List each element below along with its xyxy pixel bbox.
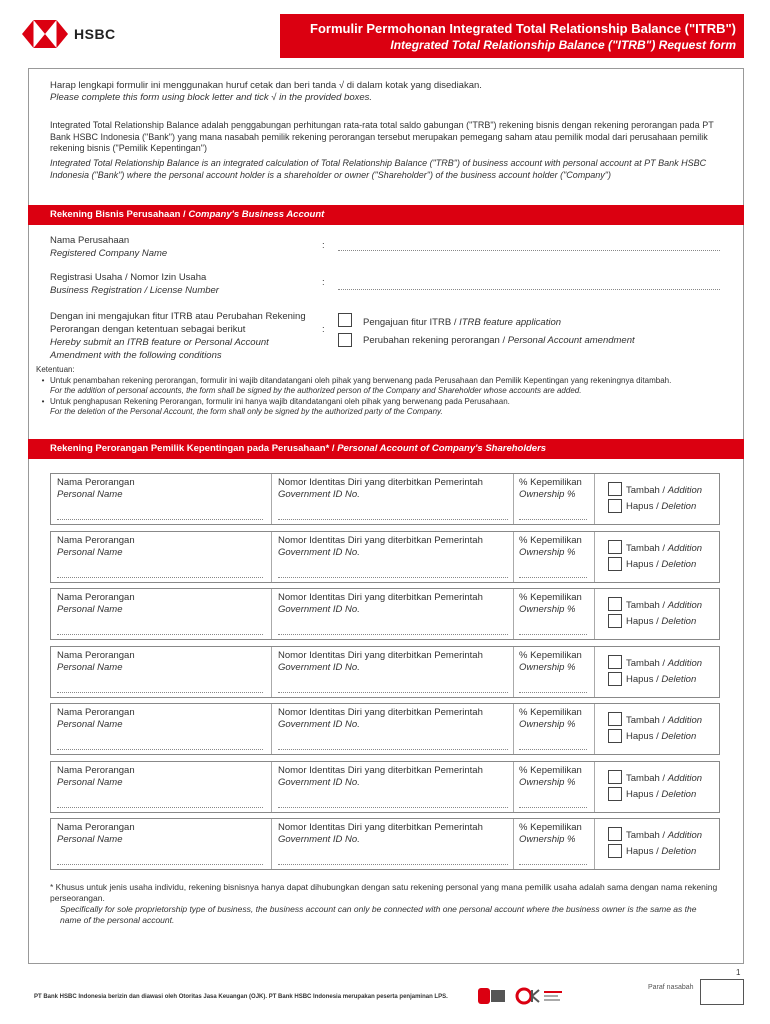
- personal-name-cell: [57, 589, 267, 639]
- ownership-label-id: % Kepemilikan: [519, 765, 582, 776]
- government-id-cell: [278, 589, 508, 639]
- company-name-label-en: Registered Company Name: [50, 248, 168, 259]
- footnote: [50, 882, 720, 926]
- personal-name-label-en: Personal Name: [57, 489, 123, 500]
- ownership-cell: [519, 589, 589, 639]
- government-id-field[interactable]: [278, 577, 508, 578]
- column-divider: [271, 474, 272, 524]
- ownership-label-en: Ownership %: [519, 719, 576, 730]
- ojk-logo-icon: [514, 986, 564, 1006]
- hsbc-logo: [22, 20, 116, 48]
- deletion-checkbox[interactable]: [608, 672, 622, 686]
- shareholder-row: [50, 703, 720, 755]
- ownership-cell: [519, 704, 589, 754]
- personal-name-cell: [57, 474, 267, 524]
- column-divider: [271, 532, 272, 582]
- submit-label-id: Dengan ini mengajukan fitur ITRB atau Perubahan Rekening Perorangan dengan ketentuan sebagai berikut: [50, 311, 306, 335]
- personal-name-label-en: Personal Name: [57, 547, 123, 558]
- form-title-en: Integrated Total Relationship Balance ("ITRB") Request form: [390, 38, 736, 52]
- ownership-cell: [519, 819, 589, 869]
- brand-name: HSBC: [74, 26, 116, 42]
- deletion-checkbox[interactable]: [608, 557, 622, 571]
- ownership-field[interactable]: [519, 692, 587, 693]
- column-divider: [513, 819, 514, 869]
- section-business-account-header: [28, 205, 744, 225]
- colon: :: [322, 277, 325, 288]
- ownership-label-id: % Kepemilikan: [519, 477, 582, 488]
- personal-name-label-id: Nama Perorangan: [57, 535, 135, 546]
- addition-checkbox[interactable]: [608, 655, 622, 669]
- government-id-label-en: Government ID No.: [278, 547, 360, 558]
- column-divider: [513, 704, 514, 754]
- ownership-label-en: Ownership %: [519, 489, 576, 500]
- government-id-label-en: Government ID No.: [278, 604, 360, 615]
- addition-checkbox[interactable]: [608, 597, 622, 611]
- column-divider: [271, 762, 272, 812]
- column-divider: [271, 704, 272, 754]
- addition-label: Tambah / Addition: [626, 600, 703, 611]
- government-id-label-en: Government ID No.: [278, 489, 360, 500]
- ownership-label-en: Ownership %: [519, 777, 576, 788]
- government-id-field[interactable]: [278, 807, 508, 808]
- ownership-label-en: Ownership %: [519, 662, 576, 673]
- government-id-label-en: Government ID No.: [278, 719, 360, 730]
- personal-name-field[interactable]: [57, 519, 263, 520]
- personal-name-label-en: Personal Name: [57, 662, 123, 673]
- option2-id: Perubahan rekening perorangan /: [363, 335, 508, 346]
- description-id: Integrated Total Relationship Balance adalah penggabungan perhitungan rata-rata total saldo gabungan ("TRB") rekening bisnis dengan rekening perorangan pada PT Bank HSBC Indonesia ("Bank") yang mana nasabah pemilik rekening perorangan tersebut merupakan pemegang saham atau pemilik modal dari perusahaan pemilik rekening bisnis ("Pemilik Kepentingan"): [50, 120, 714, 153]
- government-id-cell: [278, 819, 508, 869]
- addition-label: Tambah / Addition: [626, 715, 703, 726]
- government-id-cell: [278, 704, 508, 754]
- ownership-cell: [519, 474, 589, 524]
- deletion-label: Hapus / Deletion: [626, 846, 697, 857]
- column-divider: [513, 474, 514, 524]
- hsbc-hexagon-icon: [22, 20, 68, 48]
- note-1-id: Untuk penambahan rekening perorangan, formulir ini wajib ditandatangani oleh pihak yang berwenang pada Perusahaan dan Pemilik Kepentingan yang rekeningnya ditambah.: [50, 375, 672, 385]
- addition-label: Tambah / Addition: [626, 773, 703, 784]
- personal-name-field[interactable]: [57, 807, 263, 808]
- column-divider: [271, 589, 272, 639]
- personal-name-label-id: Nama Perorangan: [57, 707, 135, 718]
- column-divider: [271, 819, 272, 869]
- deletion-label: Hapus / Deletion: [626, 501, 697, 512]
- business-registration-field[interactable]: [338, 289, 720, 290]
- shareholder-row: [50, 761, 720, 813]
- government-id-label-id: Nomor Identitas Diri yang diterbitkan Pemerintah: [278, 650, 483, 661]
- government-id-field[interactable]: [278, 519, 508, 520]
- option1-id: Pengajuan fitur ITRB /: [363, 317, 460, 328]
- personal-name-label-id: Nama Perorangan: [57, 822, 135, 833]
- government-id-cell: [278, 532, 508, 582]
- column-divider: [513, 762, 514, 812]
- ownership-cell: [519, 762, 589, 812]
- customer-initial-box[interactable]: [700, 979, 744, 1005]
- personal-name-field[interactable]: [57, 577, 263, 578]
- company-name-field[interactable]: [338, 250, 720, 251]
- note-1-en: For the addition of personal accounts, the form shall be signed by the authorized person of the Company and Shareholder whose accounts are added.: [50, 386, 582, 395]
- section1-title-id: Rekening Bisnis Perusahaan /: [50, 209, 189, 220]
- deletion-label: Hapus / Deletion: [626, 559, 697, 570]
- addition-checkbox[interactable]: [608, 770, 622, 784]
- bullet: •: [41, 396, 45, 406]
- option1-en: ITRB feature application: [459, 317, 562, 328]
- form-title-id: Formulir Permohonan Integrated Total Relationship Balance ("ITRB"): [310, 21, 736, 36]
- ownership-field[interactable]: [519, 864, 587, 865]
- government-id-label-en: Government ID No.: [278, 662, 360, 673]
- deletion-label: Hapus / Deletion: [626, 674, 697, 685]
- personal-name-label-en: Personal Name: [57, 719, 123, 730]
- instruction-id: Harap lengkapi formulir ini menggunakan huruf cetak dan beri tanda √ di dalam kotak yang disediakan.: [50, 80, 482, 91]
- government-id-field[interactable]: [278, 692, 508, 693]
- colon: :: [322, 324, 325, 335]
- registration-label-id: Registrasi Usaha / Nomor Izin Usaha: [50, 272, 207, 283]
- account-amendment-checkbox[interactable]: [338, 333, 352, 347]
- business-registration-label: [50, 271, 219, 297]
- deletion-checkbox[interactable]: [608, 844, 622, 858]
- column-divider: [271, 647, 272, 697]
- government-id-field[interactable]: [278, 634, 508, 635]
- column-divider: [594, 704, 595, 754]
- note-2-en: For the deletion of the Personal Account, the form shall only be signed by the authorized party of the Company.: [50, 407, 443, 416]
- government-id-field[interactable]: [278, 864, 508, 865]
- ownership-field[interactable]: [519, 807, 587, 808]
- deletion-label: Hapus / Deletion: [626, 731, 697, 742]
- personal-name-label-en: Personal Name: [57, 604, 123, 615]
- column-divider: [594, 532, 595, 582]
- addition-checkbox[interactable]: [608, 827, 622, 841]
- deletion-checkbox[interactable]: [608, 787, 622, 801]
- personal-name-field[interactable]: [57, 634, 263, 635]
- submit-label-en: Hereby submit an ITRB feature or Personal Account Amendment with the following conditions: [50, 337, 269, 361]
- account-amendment-label: [363, 335, 635, 346]
- column-divider: [513, 589, 514, 639]
- deletion-label: Hapus / Deletion: [626, 616, 697, 627]
- option2-en: Personal Account amendment: [507, 335, 635, 346]
- ownership-field[interactable]: [519, 634, 587, 635]
- note-2-id: Untuk penghapusan Rekening Perorangan, formulir ini hanya wajib ditandatangani oleh pihak yang berwenang pada Perusahaan.: [50, 396, 510, 406]
- ownership-label-en: Ownership %: [519, 834, 576, 845]
- addition-label: Tambah / Addition: [626, 485, 703, 496]
- addition-checkbox[interactable]: [608, 482, 622, 496]
- personal-name-field[interactable]: [57, 692, 263, 693]
- government-id-cell: [278, 647, 508, 697]
- ownership-field[interactable]: [519, 577, 587, 578]
- column-divider: [513, 532, 514, 582]
- column-divider: [594, 589, 595, 639]
- government-id-label-id: Nomor Identitas Diri yang diterbitkan Pemerintah: [278, 822, 483, 833]
- ownership-label-id: % Kepemilikan: [519, 707, 582, 718]
- conditions-notes: [36, 365, 736, 418]
- section2-title-en: Personal Account of Company's Shareholders: [337, 443, 547, 454]
- addition-label: Tambah / Addition: [626, 830, 703, 841]
- ownership-label-id: % Kepemilikan: [519, 650, 582, 661]
- customer-initial-label: Paraf nasabah: [648, 984, 694, 991]
- instruction-en: Please complete this form using block letter and tick √ in the provided boxes.: [50, 92, 373, 103]
- company-name-label: [50, 234, 167, 260]
- ownership-field[interactable]: [519, 749, 587, 750]
- personal-name-cell: [57, 762, 267, 812]
- personal-name-label-id: Nama Perorangan: [57, 650, 135, 661]
- column-divider: [594, 474, 595, 524]
- government-id-label-id: Nomor Identitas Diri yang diterbitkan Pemerintah: [278, 477, 483, 488]
- page-number: 1: [736, 968, 741, 977]
- personal-name-cell: [57, 704, 267, 754]
- government-id-label-id: Nomor Identitas Diri yang diterbitkan Pemerintah: [278, 707, 483, 718]
- lps-logo-icon: [478, 986, 506, 1006]
- personal-name-label-id: Nama Perorangan: [57, 592, 135, 603]
- ownership-label-en: Ownership %: [519, 604, 576, 615]
- deletion-checkbox[interactable]: [608, 614, 622, 628]
- government-id-field[interactable]: [278, 749, 508, 750]
- shareholder-row: [50, 588, 720, 640]
- personal-name-label-en: Personal Name: [57, 834, 123, 845]
- itrb-application-label: [363, 317, 561, 328]
- government-id-label-id: Nomor Identitas Diri yang diterbitkan Pemerintah: [278, 592, 483, 603]
- company-name-label-id: Nama Perusahaan: [50, 235, 130, 246]
- addition-checkbox[interactable]: [608, 712, 622, 726]
- deletion-checkbox[interactable]: [608, 729, 622, 743]
- bullet: •: [41, 375, 45, 385]
- personal-name-label-id: Nama Perorangan: [57, 765, 135, 776]
- column-divider: [594, 647, 595, 697]
- column-divider: [594, 762, 595, 812]
- notes-heading: Ketentuan:: [36, 365, 75, 374]
- colon: :: [322, 240, 325, 251]
- personal-name-cell: [57, 647, 267, 697]
- form-title-bar: [280, 14, 744, 58]
- column-divider: [513, 647, 514, 697]
- government-id-label-id: Nomor Identitas Diri yang diterbitkan Pemerintah: [278, 765, 483, 776]
- itrb-application-checkbox[interactable]: [338, 313, 352, 327]
- government-id-cell: [278, 762, 508, 812]
- note-2: [36, 397, 736, 418]
- personal-name-cell: [57, 532, 267, 582]
- note-1: [36, 376, 736, 397]
- shareholder-row: [50, 531, 720, 583]
- deletion-label: Hapus / Deletion: [626, 789, 697, 800]
- addition-checkbox[interactable]: [608, 540, 622, 554]
- government-id-label-en: Government ID No.: [278, 834, 360, 845]
- ownership-cell: [519, 532, 589, 582]
- description-en: Integrated Total Relationship Balance is an integrated calculation of Total Relationship Balance ("TRB") of business account with personal account at PT Bank HSBC Indonesia ("Bank") where the personal account holder is a shareholder or owner ("Shareholder") of the business account holder ("Company"): [50, 158, 707, 180]
- personal-name-cell: [57, 819, 267, 869]
- shareholder-row: [50, 818, 720, 870]
- section-shareholders-header: [28, 439, 744, 459]
- ownership-cell: [519, 647, 589, 697]
- personal-name-label-id: Nama Perorangan: [57, 477, 135, 488]
- personal-name-field[interactable]: [57, 749, 263, 750]
- ownership-label-id: % Kepemilikan: [519, 592, 582, 603]
- shareholder-row: [50, 646, 720, 698]
- ownership-label-en: Ownership %: [519, 547, 576, 558]
- column-divider: [594, 819, 595, 869]
- legal-footer: PT Bank HSBC Indonesia berizin dan diawasi oleh Otoritas Jasa Keuangan (OJK). PT Bank HSBC Indonesia merupakan peserta penjaminan LPS.: [34, 994, 448, 1000]
- government-id-label-en: Government ID No.: [278, 777, 360, 788]
- personal-name-label-en: Personal Name: [57, 777, 123, 788]
- ownership-label-id: % Kepemilikan: [519, 535, 582, 546]
- government-id-label-id: Nomor Identitas Diri yang diterbitkan Pemerintah: [278, 535, 483, 546]
- footnote-id: * Khusus untuk jenis usaha individu, rekening bisnisnya hanya dapat dihubungkan dengan satu rekening personal yang mana pemilik usaha adalah sama dengan nama rekening perseorangan.: [50, 882, 718, 903]
- registration-label-en: Business Registration / License Number: [50, 285, 219, 296]
- ownership-field[interactable]: [519, 519, 587, 520]
- shareholder-row: [50, 473, 720, 525]
- footnote-en: Specifically for sole proprietorship type of business, the business account can only be connected with one personal account where the business owner is the same as the name of the personal account.: [60, 904, 697, 925]
- addition-label: Tambah / Addition: [626, 543, 703, 554]
- section1-title-en: Company's Business Account: [188, 209, 325, 220]
- deletion-checkbox[interactable]: [608, 499, 622, 513]
- submit-request-label: [50, 310, 315, 362]
- section2-title-id: Rekening Perorangan Pemilik Kepentingan pada Perusahaan* /: [50, 443, 338, 454]
- personal-name-field[interactable]: [57, 864, 263, 865]
- government-id-cell: [278, 474, 508, 524]
- ownership-label-id: % Kepemilikan: [519, 822, 582, 833]
- addition-label: Tambah / Addition: [626, 658, 703, 669]
